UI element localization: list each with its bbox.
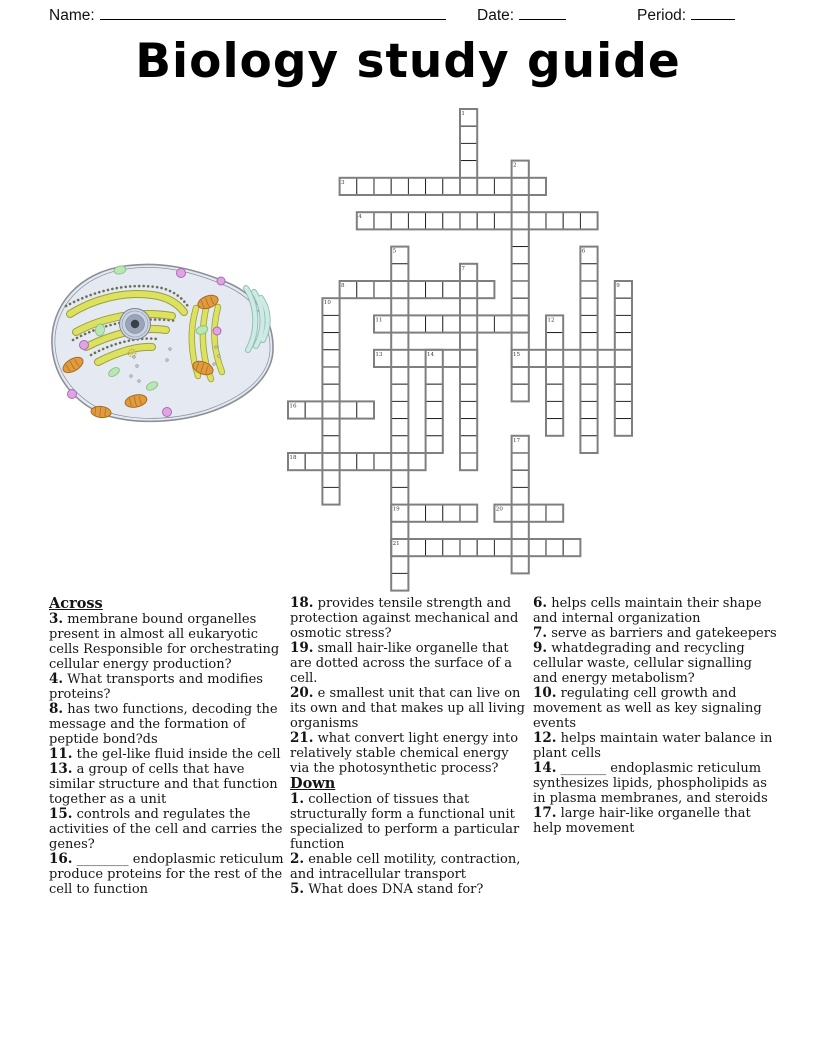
crossword-cell[interactable] <box>580 419 597 436</box>
crossword-cell[interactable] <box>512 195 529 212</box>
clue-down-10: 10. regulating cell growth and movement as well as key signaling events <box>533 685 762 731</box>
crossword-cell[interactable] <box>580 264 597 281</box>
crossword-number-13: 13 <box>375 351 383 358</box>
crossword-cell[interactable] <box>580 384 597 401</box>
crossword-number-8: 8 <box>341 282 345 289</box>
crossword-cell[interactable] <box>460 436 477 453</box>
crossword-cell[interactable] <box>529 350 546 367</box>
crossword-cell[interactable] <box>615 419 632 436</box>
crossword-cell[interactable] <box>460 126 477 143</box>
crossword-cell[interactable] <box>426 212 443 229</box>
crossword-cell[interactable] <box>615 315 632 332</box>
clue-down-14: 14. _______ endoplasmic reticulum synthesizes lipids, phospholipids as in plasma membranes, and steroids <box>533 760 768 806</box>
name-blank-line[interactable] <box>100 6 446 20</box>
crossword-cell[interactable] <box>426 384 443 401</box>
crossword-number-3: 3 <box>341 179 345 186</box>
crossword-cell[interactable] <box>546 333 563 350</box>
crossword-cell[interactable] <box>322 453 339 470</box>
clue-down-6: 6. helps cells maintain their shape and internal organization <box>533 595 762 626</box>
crossword-number-12: 12 <box>547 317 555 324</box>
crossword-cell[interactable] <box>512 315 529 332</box>
crossword-cell[interactable] <box>460 143 477 160</box>
crossword-cell[interactable] <box>615 333 632 350</box>
crossword-cell[interactable] <box>512 505 529 522</box>
crossword-cell[interactable] <box>546 384 563 401</box>
date-blank-line[interactable] <box>519 6 566 20</box>
crossword-cell[interactable] <box>512 333 529 350</box>
crossword-cell[interactable] <box>391 350 408 367</box>
crossword-cell[interactable] <box>322 487 339 504</box>
crossword-cell[interactable] <box>305 453 322 470</box>
clue-section-header-down: Down <box>290 775 336 792</box>
clue-down-2: 2. enable cell motility, contraction, and intracellular transport <box>290 851 521 882</box>
crossword-cell[interactable] <box>494 212 511 229</box>
crossword-cell[interactable] <box>322 470 339 487</box>
crossword-cell[interactable] <box>357 453 374 470</box>
crossword-cell[interactable] <box>322 419 339 436</box>
crossword-cell[interactable] <box>580 436 597 453</box>
crossword-cell[interactable] <box>460 178 477 195</box>
crossword-cell[interactable] <box>460 333 477 350</box>
crossword-cell[interactable] <box>322 350 339 367</box>
crossword-cell[interactable] <box>512 367 529 384</box>
crossword-cell[interactable] <box>494 178 511 195</box>
crossword-cell[interactable] <box>391 367 408 384</box>
crossword-cell[interactable] <box>512 212 529 229</box>
nucleus <box>120 309 151 340</box>
crossword-cell[interactable] <box>357 281 374 298</box>
crossword-cell[interactable] <box>580 401 597 418</box>
crossword-cell[interactable] <box>460 315 477 332</box>
crossword-cell[interactable] <box>374 212 391 229</box>
crossword-cell[interactable] <box>391 401 408 418</box>
crossword-cell[interactable] <box>305 401 322 418</box>
crossword-cell[interactable] <box>322 384 339 401</box>
crossword-cell[interactable] <box>615 384 632 401</box>
crossword-cell[interactable] <box>529 505 546 522</box>
crossword-cell[interactable] <box>546 367 563 384</box>
crossword-cell[interactable] <box>443 315 460 332</box>
crossword-cell[interactable] <box>546 419 563 436</box>
crossword-cell[interactable] <box>391 487 408 504</box>
crossword-cell[interactable] <box>391 281 408 298</box>
crossword-cell[interactable] <box>374 281 391 298</box>
crossword-cell[interactable] <box>477 178 494 195</box>
crossword-cell[interactable] <box>391 470 408 487</box>
crossword-cell[interactable] <box>322 315 339 332</box>
animal-cell-illustration <box>40 250 282 430</box>
crossword-cell[interactable] <box>391 333 408 350</box>
crossword-number-20: 20 <box>495 506 503 513</box>
crossword-cell[interactable] <box>408 453 425 470</box>
clue-across-20: 20. e smallest unit that can live on its own and that makes up all living organisms <box>290 685 525 731</box>
crossword-cell[interactable] <box>391 178 408 195</box>
crossword-cell[interactable] <box>426 436 443 453</box>
crossword-cell[interactable] <box>443 212 460 229</box>
crossword-cell[interactable] <box>598 350 615 367</box>
crossword-cell[interactable] <box>563 539 580 556</box>
crossword-cell[interactable] <box>512 178 529 195</box>
crossword-cell[interactable] <box>391 264 408 281</box>
crossword-number-21: 21 <box>392 540 400 547</box>
crossword-grid[interactable] <box>287 108 633 592</box>
clue-across-19: 19. small hair-like organelle that are dotted across the surface of a cell. <box>290 640 512 686</box>
clue-across-15: 15. controls and regulates the activities of the cell and carries the genes? <box>49 806 283 852</box>
clue-across-4: 4. What transports and modifies proteins? <box>49 671 263 702</box>
crossword-cell[interactable] <box>512 556 529 573</box>
crossword-cell[interactable] <box>391 453 408 470</box>
crossword-cell[interactable] <box>546 401 563 418</box>
crossword-number-2: 2 <box>512 162 517 169</box>
crossword-cell[interactable] <box>357 178 374 195</box>
clue-across-13: 13. a group of cells that have similar structure and that function together as a unit <box>49 761 278 807</box>
crossword-cell[interactable] <box>391 384 408 401</box>
crossword-cell[interactable] <box>512 247 529 264</box>
crossword-number-14: 14 <box>427 351 435 358</box>
crossword-cell[interactable] <box>340 453 357 470</box>
crossword-cell[interactable] <box>615 298 632 315</box>
crossword-cell[interactable] <box>460 505 477 522</box>
date-field <box>477 6 566 25</box>
clue-down-7: 7. serve as barriers and gatekeepers <box>533 625 777 641</box>
crossword-cell[interactable] <box>391 298 408 315</box>
crossword-cell[interactable] <box>580 298 597 315</box>
crossword-cell[interactable] <box>477 212 494 229</box>
crossword-cell[interactable] <box>460 212 477 229</box>
crossword-cell[interactable] <box>477 281 494 298</box>
crossword-cell[interactable] <box>340 401 357 418</box>
clue-across-18: 18. provides tensile strength and protection against mechanical and osmotic stress? <box>290 595 519 641</box>
crossword-cell[interactable] <box>408 178 425 195</box>
crossword-cell[interactable] <box>374 453 391 470</box>
crossword-cell[interactable] <box>512 470 529 487</box>
clue-section-header-across: Across <box>49 595 103 612</box>
crossword-number-19: 19 <box>392 506 400 513</box>
name-field <box>49 6 446 25</box>
crossword-cell[interactable] <box>615 367 632 384</box>
crossword-cell[interactable] <box>563 350 580 367</box>
crossword-cell[interactable] <box>580 333 597 350</box>
clue-across-16: 16. ________ endoplasmic reticulum produce proteins for the rest of the cell to function <box>49 851 284 897</box>
name-label: Name: <box>49 7 95 24</box>
crossword-cell[interactable] <box>512 539 529 556</box>
crossword-cell[interactable] <box>546 539 563 556</box>
crossword-number-6: 6 <box>581 248 586 255</box>
crossword-number-11: 11 <box>375 317 383 324</box>
crossword-cell[interactable] <box>580 212 597 229</box>
crossword-cell[interactable] <box>443 178 460 195</box>
crossword-cell[interactable] <box>460 453 477 470</box>
crossword-cell[interactable] <box>615 350 632 367</box>
crossword-cell[interactable] <box>408 212 425 229</box>
crossword-cell[interactable] <box>494 315 511 332</box>
crossword-cell[interactable] <box>322 401 339 418</box>
crossword-cell[interactable] <box>408 505 425 522</box>
crossword-cell[interactable] <box>408 281 425 298</box>
crossword-cell[interactable] <box>580 315 597 332</box>
crossword-cell[interactable] <box>460 367 477 384</box>
clue-down-9: 9. whatdegrading and recycling cellular waste, cellular signalling and energy metabolism? <box>533 640 753 686</box>
crossword-cell[interactable] <box>426 505 443 522</box>
crossword-cell[interactable] <box>426 315 443 332</box>
crossword-cell[interactable] <box>426 401 443 418</box>
crossword-number-15: 15 <box>512 351 521 358</box>
crossword-cell[interactable] <box>477 539 494 556</box>
page-title: Biology study guide <box>135 34 681 89</box>
crossword-cell[interactable] <box>460 281 477 298</box>
crossword-cell[interactable] <box>512 281 529 298</box>
clue-across-3: 3. membrane bound organelles present in almost all eukaryotic cells Responsible for orchestrating cellular energy production? <box>49 611 280 672</box>
crossword-cell[interactable] <box>615 401 632 418</box>
crossword-cell[interactable] <box>322 436 339 453</box>
crossword-cell[interactable] <box>529 178 546 195</box>
crossword-cell[interactable] <box>357 401 374 418</box>
crossword-cell[interactable] <box>391 419 408 436</box>
crossword-cell[interactable] <box>460 161 477 178</box>
crossword-cell[interactable] <box>408 350 425 367</box>
crossword-number-1: 1 <box>461 110 465 117</box>
crossword-cell[interactable] <box>443 505 460 522</box>
crossword-cell[interactable] <box>391 212 408 229</box>
crossword-cell[interactable] <box>322 367 339 384</box>
crossword-cell[interactable] <box>512 384 529 401</box>
crossword-number-16: 16 <box>289 403 297 410</box>
clue-across-11: 11. the gel-like fluid inside the cell <box>49 746 281 762</box>
crossword-cell[interactable] <box>391 573 408 590</box>
crossword-cell[interactable] <box>580 350 597 367</box>
crossword-cell[interactable] <box>529 212 546 229</box>
crossword-cell[interactable] <box>426 281 443 298</box>
crossword-cell[interactable] <box>512 522 529 539</box>
crossword-cell[interactable] <box>460 539 477 556</box>
crossword-number-4: 4 <box>358 214 362 221</box>
crossword-cell[interactable] <box>443 539 460 556</box>
clue-across-21: 21. what convert light energy into relatively stable chemical energy via the photosynthetic process? <box>290 730 519 776</box>
crossword-cell[interactable] <box>426 367 443 384</box>
crossword-cell[interactable] <box>512 264 529 281</box>
crossword-cell[interactable] <box>460 401 477 418</box>
crossword-cell[interactable] <box>443 350 460 367</box>
crossword-cell[interactable] <box>546 350 563 367</box>
crossword-cell[interactable] <box>494 539 511 556</box>
crossword-cell[interactable] <box>426 419 443 436</box>
crossword-number-7: 7 <box>461 265 465 272</box>
crossword-cell[interactable] <box>460 350 477 367</box>
crossword-cell[interactable] <box>460 384 477 401</box>
crossword-cell[interactable] <box>322 333 339 350</box>
crossword-cell[interactable] <box>443 281 460 298</box>
clue-down-17: 17. large hair-like organelle that help movement <box>533 805 751 836</box>
crossword-number-17: 17 <box>512 437 521 444</box>
crossword-cell[interactable] <box>408 315 425 332</box>
clue-down-5: 5. What does DNA stand for? <box>290 881 484 897</box>
crossword-cell[interactable] <box>546 212 563 229</box>
crossword-cell[interactable] <box>391 315 408 332</box>
crossword-cell[interactable] <box>529 539 546 556</box>
crossword-cell[interactable] <box>512 229 529 246</box>
crossword-cell[interactable] <box>391 436 408 453</box>
crossword-cell[interactable] <box>391 556 408 573</box>
period-blank-line[interactable] <box>691 6 735 20</box>
crossword-cell[interactable] <box>460 419 477 436</box>
crossword-cell[interactable] <box>512 453 529 470</box>
crossword-cell[interactable] <box>408 539 425 556</box>
period-field <box>637 6 735 25</box>
crossword-cell[interactable] <box>374 178 391 195</box>
crossword-number-5: 5 <box>392 248 397 255</box>
crossword-cell[interactable] <box>426 539 443 556</box>
crossword-cell[interactable] <box>563 212 580 229</box>
crossword-cell[interactable] <box>426 178 443 195</box>
period-label: Period: <box>637 7 687 24</box>
crossword-cell[interactable] <box>512 298 529 315</box>
clue-down-12: 12. helps maintain water balance in plant cells <box>533 730 773 761</box>
clue-column-3 <box>533 596 779 836</box>
crossword-cell[interactable] <box>477 315 494 332</box>
crossword-cell[interactable] <box>391 522 408 539</box>
clue-across-8: 8. has two functions, decoding the message and the formation of peptide bond?ds <box>49 701 278 747</box>
crossword-cell[interactable] <box>580 281 597 298</box>
date-label: Date: <box>477 7 515 24</box>
crossword-cell[interactable] <box>512 487 529 504</box>
crossword-cell[interactable] <box>460 298 477 315</box>
crossword-number-10: 10 <box>323 300 331 307</box>
crossword-cell[interactable] <box>546 505 563 522</box>
clue-column-1 <box>49 596 287 897</box>
crossword-number-18: 18 <box>289 454 297 461</box>
crossword-number-9: 9 <box>616 282 620 289</box>
crossword-cell[interactable] <box>580 367 597 384</box>
clue-column-2 <box>290 596 530 897</box>
clue-down-1: 1. collection of tissues that structurally form a functional unit specialized to perform a particular function <box>290 791 520 852</box>
